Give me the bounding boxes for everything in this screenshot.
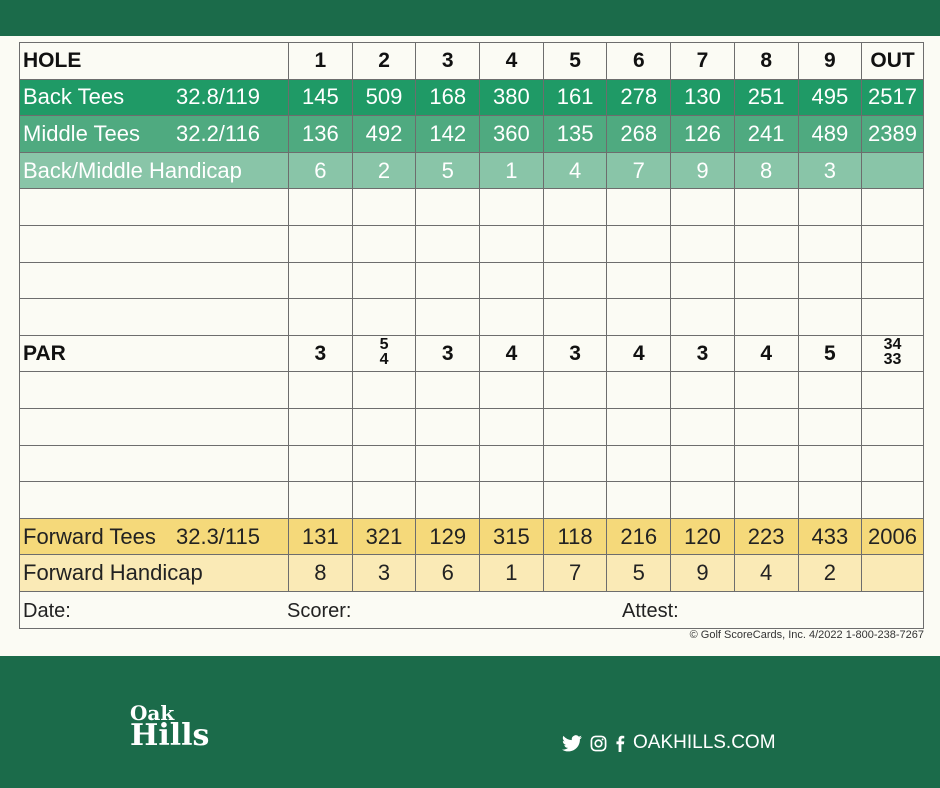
logo-line-2: Hills [130,718,210,753]
blank-cell [289,189,353,226]
blank-cell [416,189,480,226]
blank-cell [352,372,416,409]
blank-cell [862,189,924,226]
score-cell: 4 [734,555,798,592]
score-cell: 120 [671,518,735,555]
course-rating-slope: 32.3/115 [175,523,260,549]
score-cell: 2 [798,555,862,592]
row-label [20,518,289,555]
row-label [20,152,289,189]
score-cell: 8 [289,555,353,592]
blank-cell [352,299,416,336]
blank-cell [671,299,735,336]
blank-cell [798,372,862,409]
par-total-top: 34 [883,336,902,354]
blank-cell [416,445,480,482]
blank-cell [607,372,671,409]
blank-cell [734,189,798,226]
hole-number: 8 [734,43,798,80]
blank-cell [671,408,735,445]
score-cell: 3 [798,152,862,189]
row-label [20,79,289,116]
row-label-text: Back Tees [23,84,125,110]
par-row [20,335,924,372]
copyright-text: © Golf ScoreCards, Inc. 4/2022 1-800-238-7267 [689,629,924,641]
blank-cell [607,189,671,226]
blank-cell [798,225,862,262]
blank-cell [289,445,353,482]
blank-cell [607,482,671,519]
par-cell: 5 [798,335,862,372]
row-label-text: Middle Tees [23,120,140,146]
blank-cell [862,372,924,409]
course-rating-slope: 32.8/119 [175,84,260,110]
blank-cell [862,445,924,482]
blank-cell [862,262,924,299]
blank-cell [289,299,353,336]
blank-cell [480,372,544,409]
par-cell: 4 [480,335,544,372]
score-cell: 2 [352,152,416,189]
blank-cell [289,262,353,299]
row-label-text: Back/Middle Handicap [23,157,242,183]
attest-label: Attest: [622,599,679,622]
par-total [862,335,924,372]
hole-number: 2 [352,43,416,80]
row-label [20,555,289,592]
blank-score-row [20,225,924,262]
blank-cell [416,408,480,445]
score-cell: 9 [671,555,735,592]
blank-cell [480,482,544,519]
blank-cell [480,225,544,262]
facebook-icon[interactable] [615,735,625,752]
total-cell [862,555,924,592]
blank-cell [352,189,416,226]
blank-cell [352,408,416,445]
blank-cell [480,189,544,226]
course-rating-slope: 32.2/116 [175,120,260,146]
blank-cell [671,225,735,262]
par-top: 5 [379,336,389,354]
blank-cell [543,482,607,519]
social-links [562,732,776,754]
score-cell: 433 [798,518,862,555]
hole-number: 5 [543,43,607,80]
date-label: Date: [23,599,71,622]
blank-cell [671,262,735,299]
blank-cell [543,262,607,299]
logo-line-1: Oak [130,701,175,725]
website-link[interactable]: OAKHILLS.COM [633,732,776,753]
score-cell: 126 [671,116,735,153]
par-cell: 4 [734,335,798,372]
score-cell: 6 [289,152,353,189]
par-total-split [884,337,902,367]
par-cell: 4 [607,335,671,372]
oak-hills-logo [130,703,209,751]
blank-cell [543,445,607,482]
score-cell: 489 [798,116,862,153]
par-cell: 3 [289,335,353,372]
par-split [380,337,389,367]
blank-score-row [20,262,924,299]
blank-cell [480,408,544,445]
blank-cell [607,408,671,445]
blank-score-row [20,445,924,482]
blank-score-row [20,482,924,519]
score-cell: 4 [543,152,607,189]
signature-cell [20,591,924,628]
blank-score-row [20,189,924,226]
score-cell: 9 [671,152,735,189]
blank-cell [416,482,480,519]
score-cell: 315 [480,518,544,555]
blank-cell [734,299,798,336]
back-tees-row [20,79,924,116]
par-label: PAR [20,335,289,372]
blank-cell [862,482,924,519]
score-cell: 135 [543,116,607,153]
par-bottom: 4 [379,351,389,369]
blank-cell [480,445,544,482]
forward-handicap-row [20,555,924,592]
blank-cell [20,482,289,519]
blank-score-row [20,408,924,445]
score-cell: 7 [543,555,607,592]
blank-cell [20,408,289,445]
blank-cell [862,225,924,262]
blank-cell [734,225,798,262]
blank-cell [480,299,544,336]
score-cell: 492 [352,116,416,153]
blank-cell [20,189,289,226]
score-cell: 168 [416,79,480,116]
blank-cell [416,225,480,262]
score-cell: 495 [798,79,862,116]
scorecard-table [19,42,924,629]
score-cell: 130 [671,79,735,116]
total-cell [862,152,924,189]
blank-cell [607,262,671,299]
blank-cell [416,372,480,409]
hole-label: HOLE [20,43,289,80]
blank-cell [20,299,289,336]
blank-cell [798,262,862,299]
forward-tees-row [20,518,924,555]
par-cell: 3 [543,335,607,372]
blank-cell [671,482,735,519]
row-label-text: Forward Tees [23,523,156,549]
blank-cell [416,299,480,336]
blank-cell [734,262,798,299]
score-cell: 8 [734,152,798,189]
score-cell: 142 [416,116,480,153]
blank-cell [671,372,735,409]
hole-number: 4 [480,43,544,80]
blank-score-row [20,299,924,336]
par-cell [352,335,416,372]
blank-cell [480,262,544,299]
score-cell: 131 [289,518,353,555]
total-cell: 2006 [862,518,924,555]
row-label [20,116,289,153]
blank-cell [416,262,480,299]
blank-cell [798,482,862,519]
score-cell: 5 [607,555,671,592]
blank-score-row [20,372,924,409]
out-label: OUT [862,43,924,80]
score-cell: 1 [480,555,544,592]
score-cell: 118 [543,518,607,555]
blank-cell [20,262,289,299]
score-cell: 1 [480,152,544,189]
blank-cell [289,225,353,262]
blank-cell [289,482,353,519]
blank-cell [352,262,416,299]
par-total-bottom: 33 [883,351,902,369]
blank-cell [543,189,607,226]
blank-cell [352,445,416,482]
blank-cell [543,225,607,262]
blank-cell [734,408,798,445]
score-cell: 321 [352,518,416,555]
middle-tees-row [20,116,924,153]
blank-cell [607,299,671,336]
score-cell: 3 [352,555,416,592]
hole-number: 9 [798,43,862,80]
score-cell: 380 [480,79,544,116]
score-cell: 6 [416,555,480,592]
total-cell: 2389 [862,116,924,153]
scorer-label: Scorer: [287,599,352,622]
blank-cell [607,225,671,262]
blank-cell [798,408,862,445]
signature-row [20,591,924,628]
twitter-icon[interactable] [562,735,582,752]
hole-number: 1 [289,43,353,80]
blank-cell [543,372,607,409]
score-cell: 136 [289,116,353,153]
score-cell: 268 [607,116,671,153]
blank-cell [543,299,607,336]
back-middle-handicap-row [20,152,924,189]
score-cell: 360 [480,116,544,153]
blank-cell [798,189,862,226]
header-row [20,43,924,80]
blank-cell [671,189,735,226]
blank-cell [798,445,862,482]
score-cell: 509 [352,79,416,116]
total-cell: 2517 [862,79,924,116]
blank-cell [289,372,353,409]
hole-number: 6 [607,43,671,80]
score-cell: 129 [416,518,480,555]
blank-cell [543,408,607,445]
blank-cell [734,482,798,519]
blank-cell [862,299,924,336]
score-cell: 251 [734,79,798,116]
par-cell: 3 [671,335,735,372]
score-cell: 278 [607,79,671,116]
score-cell: 7 [607,152,671,189]
score-cell: 161 [543,79,607,116]
blank-cell [20,372,289,409]
blank-cell [734,372,798,409]
score-cell: 223 [734,518,798,555]
blank-cell [671,445,735,482]
score-cell: 5 [416,152,480,189]
blank-cell [734,445,798,482]
row-label-text: Forward Handicap [23,560,203,586]
score-cell: 216 [607,518,671,555]
blank-cell [20,445,289,482]
blank-cell [20,225,289,262]
hole-number: 7 [671,43,735,80]
blank-cell [862,408,924,445]
score-cell: 145 [289,79,353,116]
blank-cell [289,408,353,445]
blank-cell [798,299,862,336]
instagram-icon[interactable] [590,735,607,752]
hole-number: 3 [416,43,480,80]
par-cell: 3 [416,335,480,372]
blank-cell [607,445,671,482]
score-cell: 241 [734,116,798,153]
blank-cell [352,482,416,519]
blank-cell [352,225,416,262]
